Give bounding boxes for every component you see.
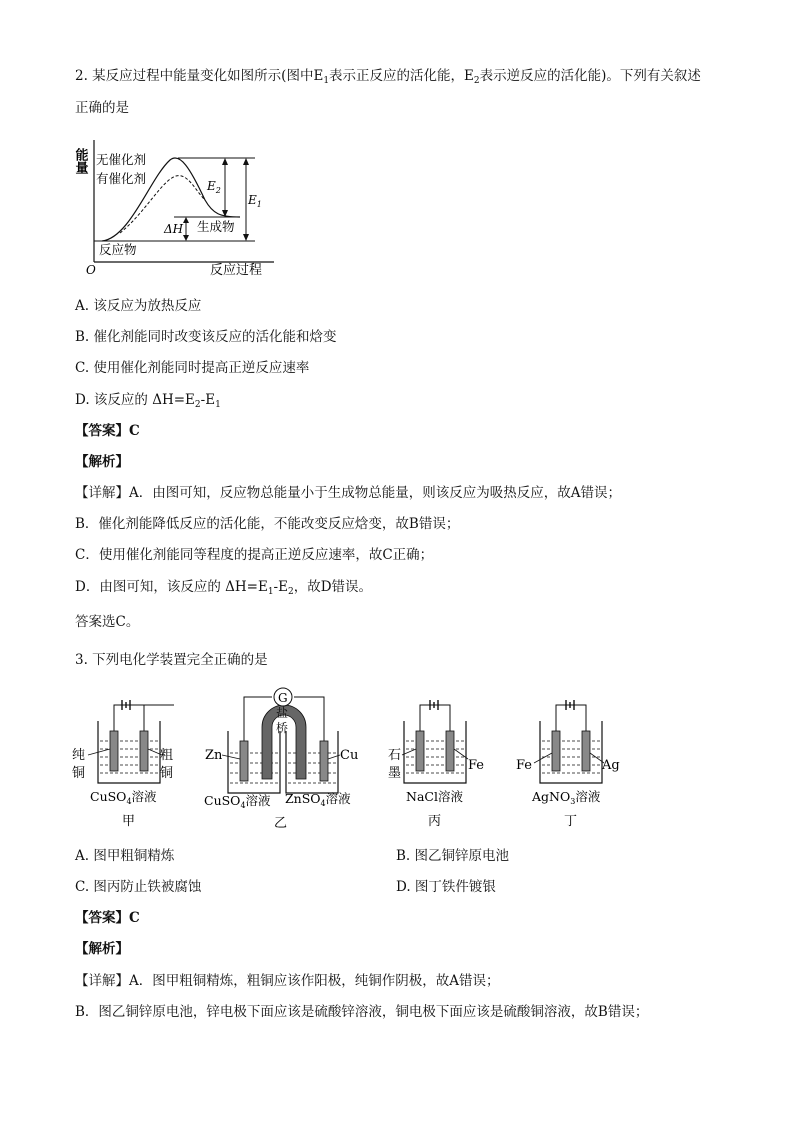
electrode-right: [140, 731, 148, 771]
bing-left-2: 墨: [388, 766, 402, 781]
electrochem-figures: [70, 683, 630, 833]
q2-conclusion: 答案选C。: [75, 614, 140, 630]
electrode-left: [110, 731, 118, 771]
q2-stem-text-b: 表示正反应的活化能，: [329, 68, 465, 84]
q3-analysis: 【解析】: [75, 941, 129, 957]
galvanometer-label: G: [278, 691, 288, 705]
q2-option-d-text: D. 该反应的 ΔH=E: [75, 392, 195, 408]
q2-stem-line1: [75, 66, 701, 91]
q2-detail-d-minus: -E: [273, 579, 288, 595]
figure-jia: [72, 700, 174, 829]
q2-stem-text-c: 表示逆反应的活化能)。下列有关叙述: [479, 68, 701, 84]
q2-detail-b: B．催化剂能降低反应的活化能，不能改变反应焓变，故B错误；: [75, 516, 460, 532]
yi-right: Cu: [340, 748, 359, 763]
electrode-left: [416, 731, 424, 771]
q2-detail-d-end: ，故D错误。: [293, 579, 373, 595]
bing-left-1: 石: [388, 748, 402, 763]
q2-detail-a: 【详解】A．由图可知，反应物总能量小于生成物总能量，则该反应为吸热反应，故A错误；: [75, 485, 621, 501]
beaker: [404, 721, 466, 783]
beaker: [98, 721, 160, 783]
e2-subscript: 2: [473, 76, 480, 86]
e2-subscript: 2: [194, 400, 201, 410]
q2-analysis: 【解析】: [75, 454, 129, 470]
salt-bridge-label-1: 盐: [276, 706, 289, 720]
q3-option-a: A. 图甲粗铜精炼: [75, 848, 175, 864]
dh-label: ΔH: [164, 222, 184, 236]
q3-option-d: D. 图丁铁件镀银: [396, 879, 496, 895]
q2-stem-line2: 正确的是: [75, 100, 129, 116]
q3-answer: 【答案】C: [75, 910, 140, 926]
q2-option-d-minus: -E: [200, 392, 216, 408]
q3-detail-a: 【详解】A．图甲粗铜精炼，粗铜应该作阳极，纯铜作阴极，故A错误；: [75, 973, 500, 989]
e1-subscript: 1: [215, 400, 221, 410]
q2-option-a: A. 该反应为放热反应: [75, 298, 202, 314]
bing-right: Fe: [468, 758, 485, 773]
q2-detail-c: C．使用催化剂能同等程度的提高正逆反应速率，故C正确；: [75, 547, 434, 563]
ding-right: Ag: [602, 758, 620, 773]
beaker-right: [286, 731, 338, 793]
product-label: 生成物: [197, 219, 235, 234]
yi-name: 乙: [274, 816, 288, 831]
q3-stem: 3. 下列电化学装置完全正确的是: [75, 652, 268, 668]
q3-detail-b: B．图乙铜锌原电池，锌电极下面应该是硫酸锌溶液，铜电极下面应该是硫酸铜溶液，故B错误；: [75, 1004, 649, 1020]
figure-yi: [204, 688, 358, 831]
q2-stem-text-a: 2. 某反应过程中能量变化如图所示(图中: [75, 68, 314, 84]
electrode-zn: [240, 741, 248, 781]
e1-subscript: 1: [323, 76, 330, 86]
reactant-label: 反应物: [99, 242, 137, 257]
q2-option-c: C. 使用催化剂能同时提高正逆反应速率: [75, 360, 310, 376]
e1-label: $E_1$: [248, 193, 262, 209]
y-axis-label: 能量: [72, 148, 88, 174]
electrode-cu: [320, 741, 328, 781]
e1-symbol: E: [313, 68, 324, 84]
electrode-right: [446, 731, 454, 771]
x-axis-label: 反应过程: [210, 263, 263, 278]
bing-solution: NaCl溶液: [406, 789, 463, 804]
energy-diagram: [72, 138, 280, 280]
electrode-right: [582, 731, 590, 771]
e2-symbol: E: [464, 68, 474, 84]
jia-left-1: 纯: [72, 748, 86, 763]
beaker: [540, 721, 602, 783]
with-catalyst-label: 有催化剂: [96, 171, 147, 186]
q2-answer: 【答案】C: [75, 423, 140, 439]
jia-right-2: 铜: [160, 766, 174, 781]
e1-subscript: 1: [267, 587, 274, 597]
yi-solution-left: CuSO$_4$溶液: [204, 793, 271, 810]
q2-option-d: [75, 390, 221, 415]
jia-solution: CuSO$_4$溶液: [90, 789, 157, 806]
e2-label: $E_2$: [207, 179, 221, 195]
salt-bridge-label-2: 桥: [276, 721, 289, 735]
jia-name: 甲: [122, 814, 136, 829]
yi-left: Zn: [205, 748, 223, 763]
no-catalyst-label: 无催化剂: [96, 152, 147, 167]
ding-left: Fe: [516, 758, 533, 773]
figure-bing: [388, 700, 484, 829]
q3-option-c: C. 图丙防止铁被腐蚀: [75, 879, 202, 895]
q2-option-b: B. 催化剂能同时改变该反应的活化能和焓变: [75, 329, 337, 345]
e2-subscript: 2: [287, 587, 294, 597]
jia-left-2: 铜: [72, 766, 86, 781]
bing-name: 丙: [428, 814, 442, 829]
electrode-left: [552, 731, 560, 771]
q2-detail-d-text: D．由图可知，该反应的 ΔH=E: [75, 579, 268, 595]
figure-ding: [516, 700, 620, 829]
ding-solution: AgNO$_3$溶液: [532, 789, 601, 806]
ding-name: 丁: [564, 814, 578, 829]
yi-solution-right: ZnSO$_4$溶液: [285, 791, 351, 808]
jia-right-1: 粗: [160, 748, 174, 763]
origin-label: O: [86, 263, 96, 277]
q3-option-b: B. 图乙铜锌原电池: [396, 848, 510, 864]
q2-detail-d: [75, 577, 372, 602]
